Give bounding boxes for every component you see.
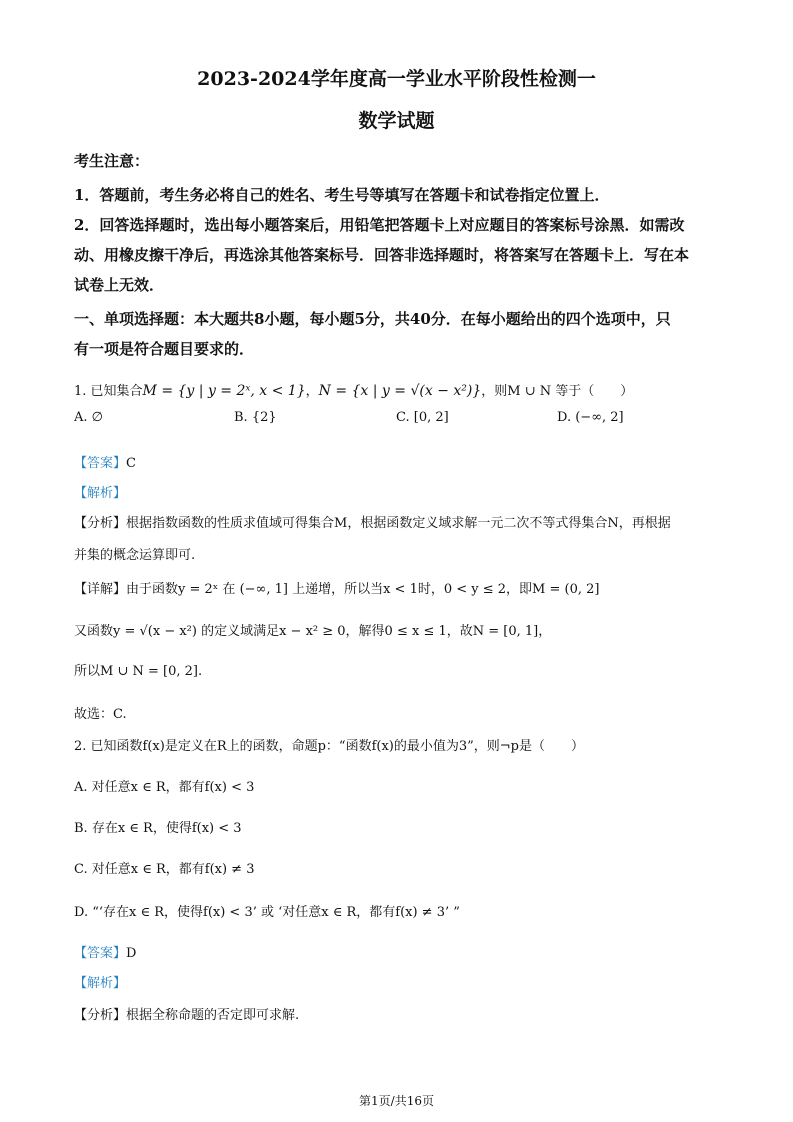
q1-answer-tag: 【答案】 <box>74 456 127 471</box>
q1-set-n: N = {x | y = √(x − x²)} <box>318 383 482 399</box>
q2-fenxi-tag: 【分析】 <box>74 1008 127 1023</box>
q2-answer-tag: 【答案】 <box>74 946 127 961</box>
page-footer: 第1页/共16页 <box>359 1094 434 1108</box>
notice-item-2-line-3: 试卷上无效． <box>74 276 165 294</box>
q2-analysis-tag: 【解析】 <box>74 976 127 991</box>
notice-item-2-line-1: 2．回答选择题时，选出每小题答案后，用铅笔把答题卡上对应题目的答案标号涂黑．如需改 <box>74 216 685 234</box>
q1-option-a: A. ∅ <box>74 410 103 425</box>
q1-answer <box>74 452 136 471</box>
q2-option-b: B. 存在x ∈ R，使得f(x) < 3 <box>74 821 242 836</box>
q2-option-a: A. 对任意x ∈ R，都有f(x) < 3 <box>74 780 255 795</box>
q2-option-d: D. “‘存在x ∈ R，使得f(x) < 3’ 或 ‘对任意x ∈ R，都有f(x) ≠ 3’ ” <box>74 905 460 920</box>
q1-stem-suffix: ，则M ∪ N 等于（ ） <box>481 384 634 399</box>
q1-xiangjie-tag: 【详解】 <box>74 582 127 597</box>
document-title: 2023-2024学年度高一学业水平阶段性检测一 <box>197 68 596 90</box>
q1-option-d: D. (−∞, 2] <box>557 410 624 425</box>
q1-fenxi-tag: 【分析】 <box>74 516 127 531</box>
q1-fenxi-text-1: 根据指数函数的性质求值域可得集合M，根据函数定义域求解一元二次不等式得集合N，再根据 <box>126 516 671 531</box>
q1-comma: ， <box>305 384 319 399</box>
q1-fenxi-line-1 <box>74 512 671 531</box>
q2-answer <box>74 942 136 961</box>
q2-fenxi <box>74 1004 299 1023</box>
notice-item-1: 1．答题前，考生务必将自己的姓名、考生号等填写在答题卡和试卷指定位置上． <box>74 186 610 204</box>
q1-option-c: C. [0, 2] <box>396 410 449 425</box>
q1-xiangjie-line-2: 又函数y = √(x − x²) 的定义域满足x − x² ≥ 0，解得0 ≤ x ≤ 1，故N = [0, 1]， <box>74 624 552 639</box>
q1-xiangjie-text-1: 由于函数y = 2ˣ 在 (−∞, 1] 上递增，所以当x < 1时，0 < y ≤ 2，即M = (0, 2] <box>126 582 600 597</box>
q1-stem <box>74 380 633 399</box>
q2-fenxi-text: 根据全称命题的否定即可求解. <box>126 1008 300 1023</box>
q2-stem: 2. 已知函数f(x)是定义在R上的函数，命题p：“函数f(x)的最小值为3”，则¬p是（ ） <box>74 739 584 754</box>
q1-fenxi-line-2: 并集的概念运算即可. <box>74 548 196 563</box>
notice-heading: 考生注意： <box>74 152 150 170</box>
q1-stem-prefix: 1. 已知集合 <box>74 384 143 399</box>
q1-xiangjie-line-1 <box>74 578 599 597</box>
q2-option-c: C. 对任意x ∈ R，都有f(x) ≠ 3 <box>74 862 255 877</box>
document-subtitle: 数学试题 <box>358 110 435 132</box>
q1-set-m: M = {y | y = 2ˣ, x < 1} <box>142 383 306 399</box>
section-1-line-2: 有一项是符合题目要求的． <box>74 340 255 358</box>
section-1-line-1: 一、单项选择题：本大题共8小题，每小题5分，共40分．在每小题给出的四个选项中，只 <box>74 310 671 328</box>
q1-analysis-tag: 【解析】 <box>74 486 127 501</box>
q1-xiangjie-line-3: 所以M ∪ N = [0, 2]. <box>74 664 203 679</box>
q2-answer-value: D <box>126 946 137 961</box>
q1-choice: 故选：C. <box>74 707 127 722</box>
notice-item-2-line-2: 动、用橡皮擦干净后，再选涂其他答案标号．回答非选择题时，将答案写在答题卡上．写在本 <box>74 246 690 264</box>
q1-answer-value: C <box>126 456 136 471</box>
q1-option-b: B. {2} <box>234 410 277 425</box>
